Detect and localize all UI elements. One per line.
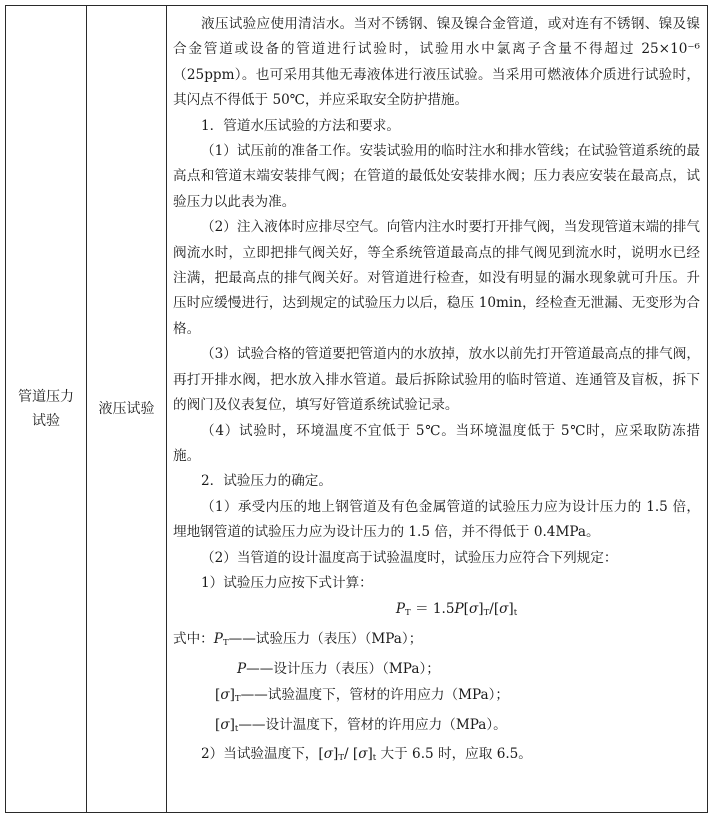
pressure-formula: $P_T = 1.5P[\sigma]_T/[\sigma]_t$ [395,601,518,619]
section-2-item-1: （1）承受内压的地上钢管道及有色金属管道的试验压力应为设计压力的 1.5 倍，埋地钢管道的试验压力应为设计压力的 1.5 倍，并不得低于 0.4MPa。 [173,498,700,541]
intro-paragraph: 液压试验应使用清洁水。当对不锈钢、镍及镍合金管道，或对连有不锈钢、镍及镍合金管道或设备的管道进行试验时，试验用水中氯离子含量不得超过 25×10⁻⁶（25ppm）。也可采用其他无毒液体进行液压试验。当采用可燃液体介质进行试验时，其闪点不得低于 50℃，并应采取安全防护措施。 [173,16,700,109]
section-2-title: 2．试验压力的确定。 [201,473,332,490]
definition-sigma-design: $[\sigma]_t——$设计温度下，管材的许用应力（MPa）。 [215,717,507,735]
content-body [167,6,707,772]
subcategory-cell [87,6,167,813]
section-1-item-3: （3）试验合格的管道要把管道内的水放掉，放水以前先打开管道最高点的排气阀，再打开排水阀，把水放入排水管道。最后拆除试验用的临时管道、连通管及盲板，拆下的阀门及仪表复位，填写好管道系统试验记录。 [173,346,700,414]
section-1-item-1: （1）试压前的准备工作。安装试验用的临时注水和排水管线；在试验管道系统的最高点和管道末端安装排气阀；在管道的最低处安装排水阀；压力表应安装在最高点，试验压力以此表为准。 [173,143,700,210]
definition-sigma-test: $[\sigma]_T——$试验温度下，管材的许用应力（MPa）； [215,687,510,705]
content-cell [167,6,708,813]
definition-pt-text: ——试验压力（表压）（MPa）； [228,631,423,648]
definition-p-text: ——设计压力（表压）（MPa）； [246,661,440,678]
section-2-sub-2: 2）当试验温度下，$[\sigma]_T/$ $[\sigma]_t$ 大于 6.5 时，应取 6.5。 [201,746,532,764]
section-2-sub-2-pre: 2）当试验温度下， [201,746,319,763]
section-1-title: 1．管道水压试验的方法和要求。 [201,117,400,134]
definition-sigma-test-text: ——试验温度下，管材的许用应力（MPa）； [240,687,510,704]
definition-p: P——设计压力（表压）（MPa）； [237,661,440,678]
definition-pt: 式中：$P_T——$试验压力（表压）（MPa）； [173,631,423,649]
definition-sigma-design-text: ——设计温度下，管材的许用应力（MPa）。 [238,717,507,734]
section-1-item-2: （2）注入液体时应排尽空气。向管内注水时要打开排气阀，当发现管道末端的排气阀流水时，立即把排气阀关好，等全系统管道最高点的排气阀见到流水时，说明水已经注满，把最高点的排气阀关好。对管道进行检查，如没有明显的漏水现象就可升压。升压时应缓慢进行，达到规定的试验压力以后，稳压 10min，经检查无泄漏、无变形为合格。 [173,219,700,337]
category-cell [6,6,87,813]
where-label: 式中： [173,631,214,648]
section-1-item-4: （4）试验时，环境温度不宜低于 5℃。当环境温度低于 5℃时，应采取防冻措施。 [173,422,700,464]
spec-table [5,5,708,813]
section-2-sub-2-post: 大于 6.5 时，应取 6.5。 [380,746,532,763]
subcategory-label: 液压试验 [98,401,155,417]
table-row [6,6,708,813]
section-2-sub-1: 1）试验压力应按下式计算： [201,574,373,591]
section-2-item-2: （2）当管道的设计温度高于试验温度时，试验压力应符合下列规定： [201,549,618,566]
category-label: 管道压力试验 [18,389,74,429]
